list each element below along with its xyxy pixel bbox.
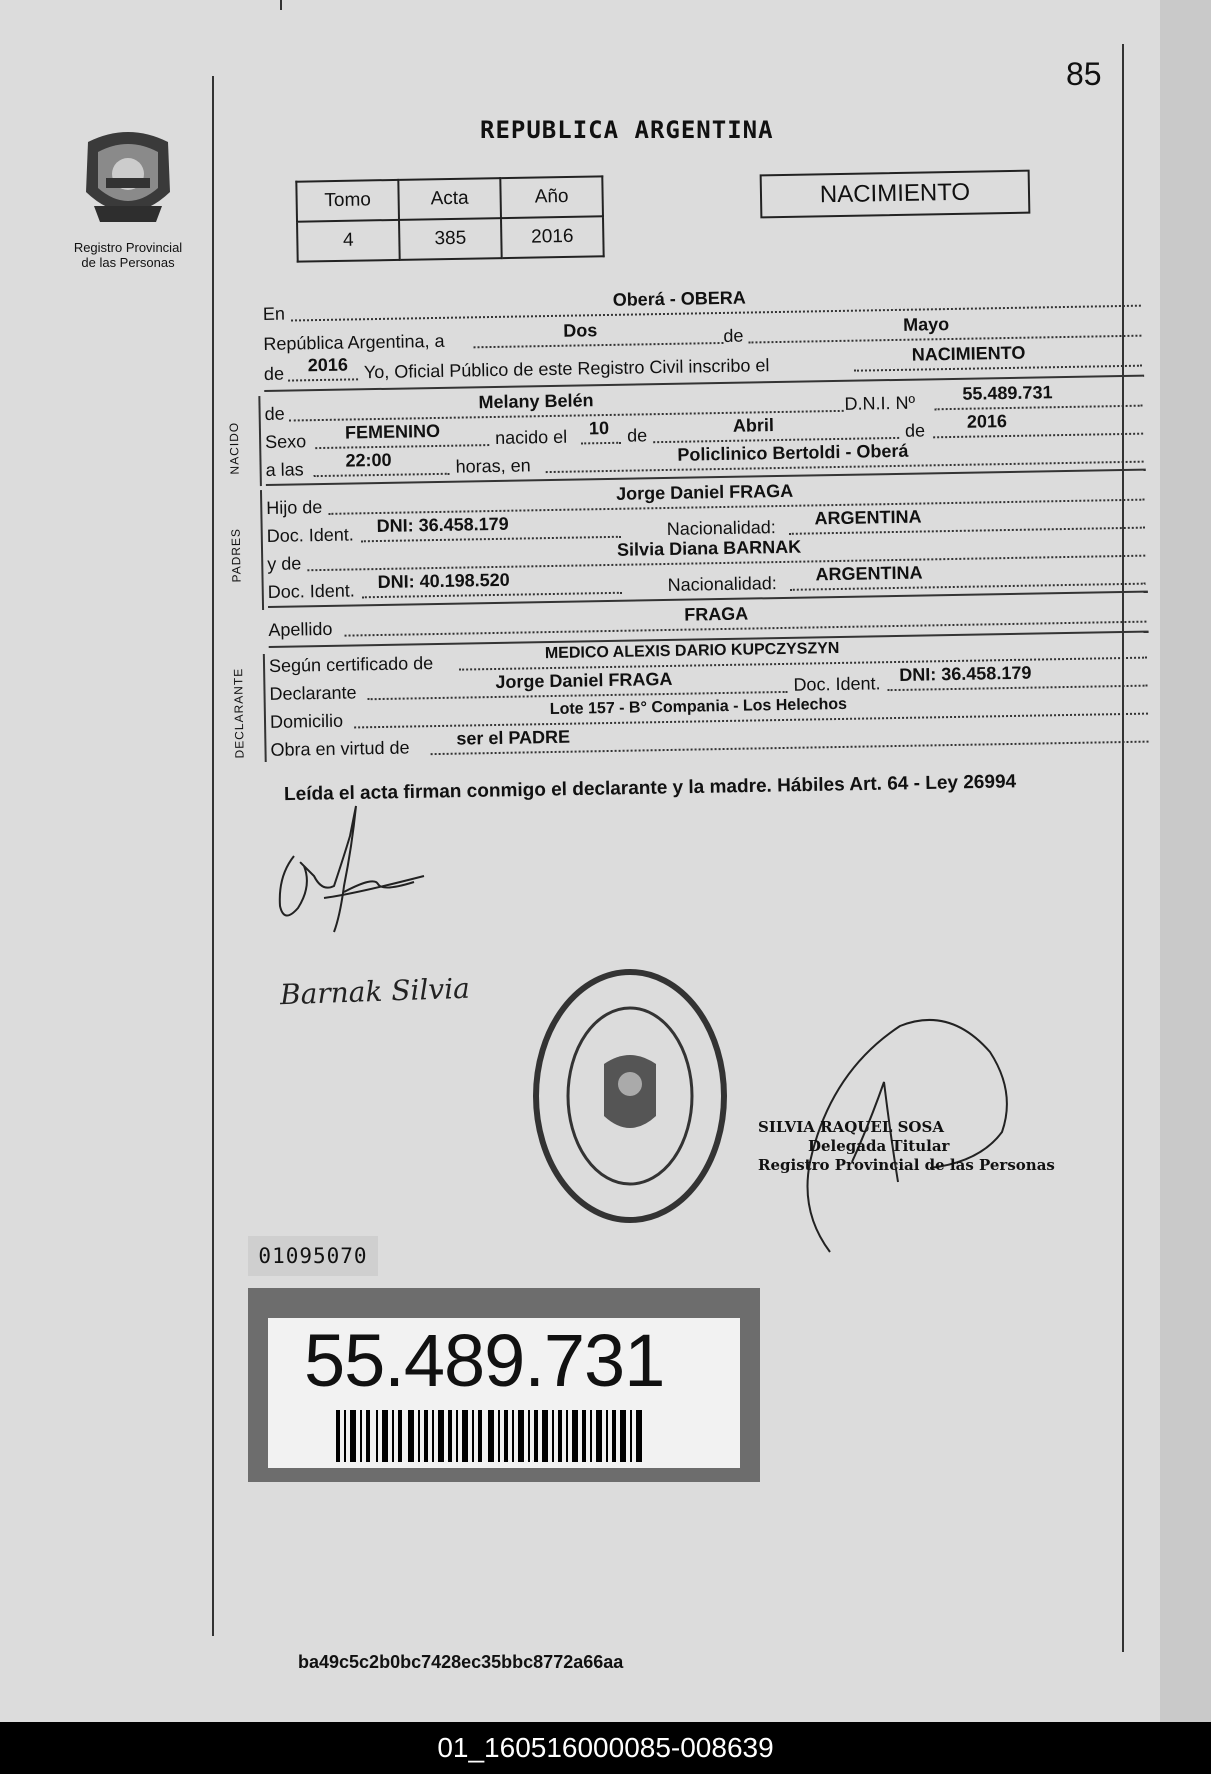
apellido-label: Apellido: [268, 618, 333, 640]
serial-number: 01095070: [248, 1236, 378, 1276]
birth-time-value: 22:00: [345, 449, 392, 471]
mother-handwritten-signature: Barnak Silvia: [279, 971, 471, 1012]
declarant-signature: [274, 796, 434, 936]
footer-id: 01_160516000085-008639: [437, 1732, 774, 1763]
dotted-line: [288, 378, 358, 381]
declarante-section-label: DECLARANTE: [231, 667, 247, 759]
obra-label: Obra en virtud de: [270, 737, 410, 760]
record-header-ano: Año: [500, 176, 603, 218]
barcode-number: 55.489.731: [304, 1319, 665, 1402]
act-type-value: NACIMIENTO: [911, 342, 1026, 365]
dotted-line: [581, 442, 621, 445]
record-value-acta: 385: [399, 218, 502, 260]
dotted-line: [362, 592, 622, 599]
nacido-el-label: nacido el: [494, 426, 568, 448]
official-name: SILVIA RAQUEL SOSA: [758, 1118, 944, 1136]
en-label: En: [262, 303, 286, 324]
horas-label: horas, en: [455, 455, 531, 477]
footer-id-bar: [0, 1722, 1211, 1774]
nacido-de-label: de: [264, 403, 285, 424]
hijo-de-label: Hijo de: [266, 496, 323, 518]
record-header-tomo: Tomo: [296, 180, 399, 222]
father-doc-label: Doc. Ident.: [266, 524, 354, 546]
barcode-label: [248, 1288, 760, 1482]
barcode-panel: [268, 1318, 740, 1468]
declarante-name-value: Jorge Daniel FRAGA: [495, 668, 673, 692]
mother-nacionalidad-label: Nacionalidad:: [667, 573, 777, 595]
padres-section-label: PADRES: [228, 527, 244, 583]
declarante-label: Declarante: [269, 682, 357, 704]
page-edge-shadow: [1160, 0, 1211, 1722]
father-nationality-value: ARGENTINA: [814, 506, 922, 529]
document-type-box: NACIMIENTO: [760, 170, 1031, 219]
month-value: Mayo: [903, 314, 950, 335]
logo-caption-line1: Registro Provincial: [73, 240, 183, 255]
birth-month-value: Abril: [732, 415, 775, 436]
apellido-value: FRAGA: [684, 603, 749, 625]
father-name-value: Jorge Daniel FRAGA: [615, 480, 794, 504]
place-value: Oberá - OBERA: [612, 287, 746, 310]
logo-caption-line2: de las Personas: [81, 255, 175, 270]
de-year-label: de: [263, 363, 285, 384]
legal-text: Leída el acta firman conmigo el declarante y la madre. Hábiles Art. 64 - Ley 26994: [283, 771, 1017, 806]
province-coat-of-arms-logo: [76, 122, 180, 236]
dotted-line: [933, 433, 1143, 439]
birth-place-value: Policlinico Bertoldi - Oberá: [677, 440, 909, 465]
sexo-label: Sexo: [264, 431, 307, 452]
father-doc-value: DNI: 36.458.179: [376, 513, 509, 537]
capacity-value: ser el PADRE: [456, 726, 571, 749]
sex-value: FEMENINO: [344, 420, 441, 443]
nacido-section-bar: [258, 396, 262, 486]
dotted-line: [748, 335, 1141, 344]
record-header-acta: Acta: [398, 178, 501, 220]
record-table: [295, 175, 604, 262]
nacido-section-label: NACIDO: [226, 421, 242, 475]
dotted-line: [888, 685, 1148, 692]
year-value: 2016: [307, 354, 349, 376]
record-value-tomo: 4: [297, 220, 400, 262]
mother-doc-label: Doc. Ident.: [267, 580, 355, 602]
birth-record-form: [226, 247, 1121, 782]
father-nacionalidad-label: Nacionalidad:: [666, 517, 776, 539]
dotted-line: [361, 536, 621, 543]
child-dni-value: 55.489.731: [962, 382, 1053, 404]
document-hash: ba49c5c2b0bc7428ec35bbc8772a66aa: [298, 1652, 624, 1672]
record-value-ano: 2016: [501, 216, 604, 258]
official-name-block: [758, 1118, 1055, 1175]
certificado-label: Según certificado de: [268, 653, 434, 676]
official-office: Registro Provincial de las Personas: [758, 1156, 1055, 1174]
day-words-value: Dos: [563, 320, 598, 341]
birth-de-label: de: [626, 425, 648, 446]
right-margin-line: [1122, 44, 1124, 1652]
certificate-value: MEDICO ALEXIS DARIO KUPCZYSZYN: [544, 639, 840, 663]
declarante-doc-label: Doc. Ident.: [793, 673, 881, 695]
dotted-line: [315, 444, 489, 449]
y-de-label: y de: [267, 553, 302, 574]
republica-label: República Argentina, a: [263, 330, 445, 354]
birth-de-year-label: de: [904, 420, 926, 441]
declarante-section-bar: [263, 654, 267, 762]
mother-nationality-value: ARGENTINA: [815, 562, 923, 585]
dotted-line: [935, 405, 1143, 411]
birth-year-value: 2016: [966, 411, 1008, 432]
padres-section-bar: [260, 490, 264, 610]
domicilio-label: Domicilio: [269, 710, 344, 732]
dotted-line: [474, 342, 724, 348]
mother-doc-value: DNI: 40.198.520: [377, 569, 510, 593]
barcode-graphic: [336, 1410, 646, 1462]
left-margin-line: [212, 76, 214, 1636]
mother-name-value: Silvia Diana BARNAK: [616, 536, 802, 560]
oficial-text: Yo, Oficial Público de este Registro Civil inscribo el: [363, 355, 770, 383]
a-las-label: a las: [265, 459, 304, 480]
country-heading: REPUBLICA ARGENTINA: [480, 116, 774, 144]
dni-label: D.N.I. Nº: [844, 392, 916, 414]
dotted-line: [854, 365, 1142, 372]
top-edge-mark: [280, 0, 282, 10]
registry-seal-stamp: [530, 966, 730, 1226]
child-name-value: Melany Belén: [478, 390, 594, 413]
declarante-doc-value: DNI: 36.458.179: [899, 662, 1032, 685]
logo-caption: [58, 240, 198, 270]
de-label: de: [723, 325, 744, 346]
address-value: Lote 157 - B° Compania - Los Helechos: [549, 695, 848, 719]
dotted-line: [314, 473, 450, 477]
official-title: Delegada Titular: [808, 1137, 950, 1155]
birth-day-value: 10: [588, 417, 610, 439]
page-number: 85: [1066, 56, 1102, 92]
